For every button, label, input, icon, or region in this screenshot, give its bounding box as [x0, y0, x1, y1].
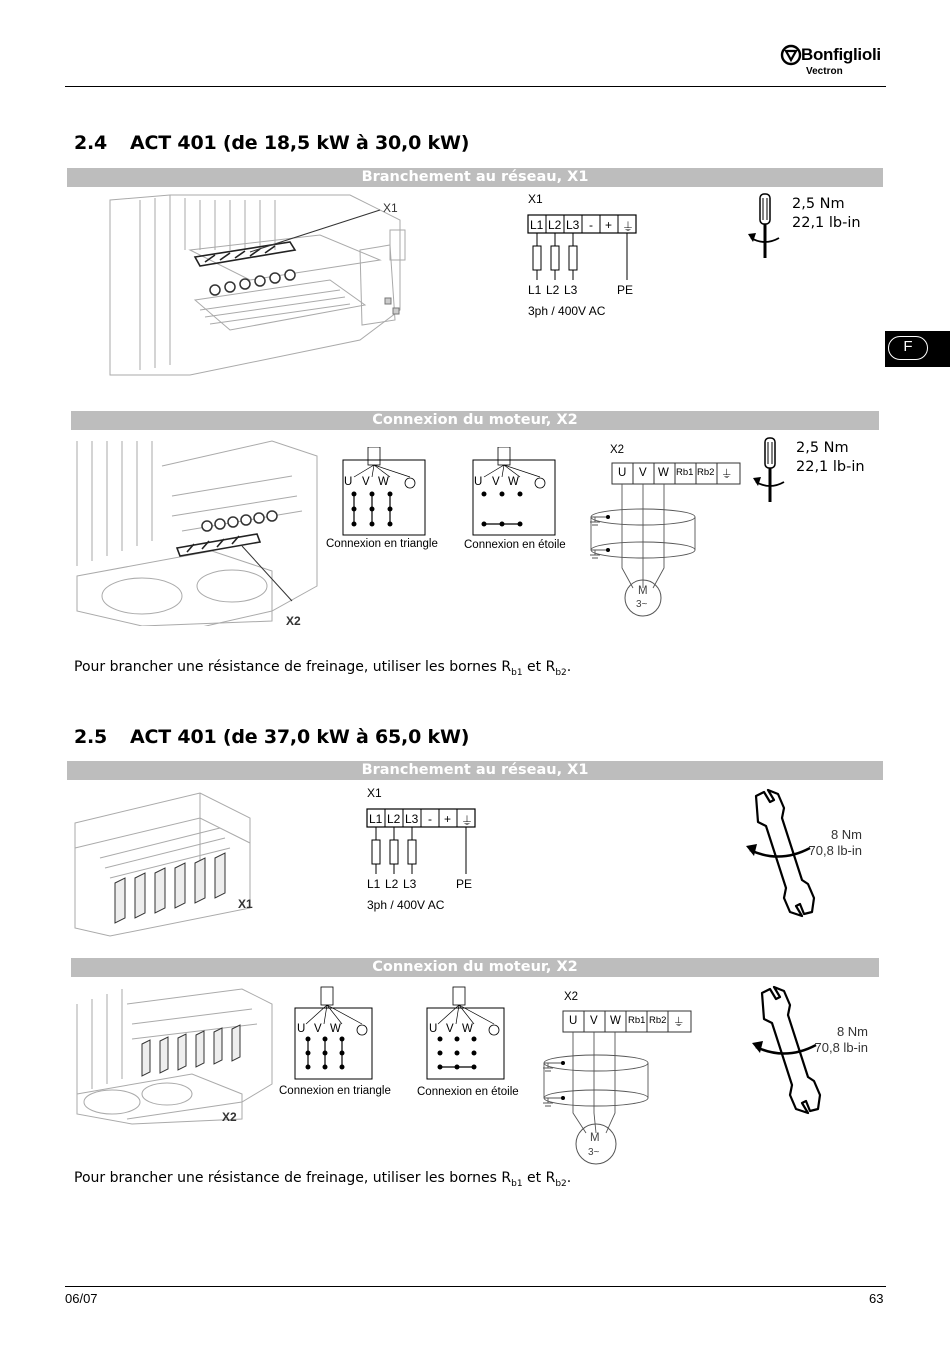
phase-label-l3: L3: [403, 877, 417, 891]
motor-terminal-u: U: [618, 467, 627, 479]
motor-phases: 3~: [636, 599, 648, 610]
mains-torque-lb: 22,1 lb-in: [792, 215, 861, 231]
delta-terminal-v: V: [314, 1023, 322, 1035]
motor-terminal-diagram: [585, 460, 745, 620]
section-title: ACT 401 (de 18,5 kW à 30,0 kW): [130, 132, 470, 154]
star-terminal-w: W: [508, 476, 519, 488]
motor-terminal-v: V: [590, 1015, 598, 1027]
mains-torque-nm: 2,5 Nm: [792, 196, 845, 212]
motor-torque-lb: 70,8 lb-in: [814, 1040, 868, 1055]
motor-terminal-title: X2: [564, 991, 579, 1003]
terminal-plus: +: [605, 218, 613, 232]
phase-label-l1: L1: [367, 877, 381, 891]
brand-logo: [780, 44, 802, 70]
terminal-l2: L2: [548, 218, 562, 232]
screwdriver-icon: [745, 192, 785, 264]
terminal-l2: L2: [387, 812, 401, 826]
pe-label: PE: [456, 877, 473, 891]
mains-torque-nm: 8 Nm: [830, 827, 862, 842]
star-terminal-v: V: [492, 476, 500, 488]
bonfiglioli-logo-icon: [780, 44, 802, 66]
mains-voltage: 3ph / 400V AC: [528, 304, 606, 318]
delta-caption: Connexion en triangle: [326, 538, 438, 550]
terminal-l1: L1: [369, 812, 383, 826]
page-number: 63: [869, 1291, 884, 1306]
terminal-l1: L1: [530, 218, 544, 232]
terminal-minus: -: [589, 218, 593, 232]
terminal-minus: -: [428, 812, 432, 826]
device-illustration-motor: [72, 984, 277, 1129]
terminal-plus: +: [444, 812, 452, 826]
header-rule: [65, 86, 886, 87]
mains-torque-lb: 70,8 lb-in: [808, 843, 862, 858]
terminal-l3: L3: [566, 218, 580, 232]
mains-connection-bar: Branchement au réseau, X1: [67, 168, 883, 187]
motor-terminal-rb1: Rb1: [628, 1015, 646, 1026]
motor-connection-bar: Connexion du moteur, X2: [71, 411, 879, 430]
star-terminal-v: V: [446, 1023, 454, 1035]
terminal-ground-icon: ⏚: [461, 814, 474, 828]
motor-torque-lb: 22,1 lb-in: [796, 459, 865, 475]
language-tab-label: F: [888, 336, 928, 360]
brand-subname: Vectron: [806, 66, 843, 77]
star-caption: Connexion en étoile: [464, 539, 566, 551]
motor-x2-callout: X2: [286, 614, 301, 628]
star-terminal-u: U: [429, 1023, 438, 1035]
motor-terminal-rb1: Rb1: [676, 467, 694, 478]
braking-resistor-note: Pour brancher une résistance de freinage, utiliser les bornes $R_{b1}$ et $R_{b2}$.: [74, 1170, 572, 1189]
motor-terminal-u: U: [569, 1015, 578, 1027]
motor-torque-nm: 2,5 Nm: [796, 440, 849, 456]
mains-terminal-title: X1: [528, 192, 543, 206]
delta-connection-diagram: [342, 447, 427, 537]
footer-rule: [65, 1286, 886, 1287]
star-caption: Connexion en étoile: [417, 1086, 519, 1098]
star-terminal-u: U: [474, 476, 483, 488]
star-terminal-w: W: [462, 1023, 473, 1035]
motor-terminal-v: V: [639, 467, 647, 479]
motor-terminal-title: X2: [610, 444, 625, 456]
motor-terminal-diagram: [538, 1008, 698, 1168]
delta-terminal-w: W: [330, 1023, 341, 1035]
phase-label-l3: L3: [564, 283, 578, 297]
section-number: 2.4: [74, 132, 108, 154]
section-number: 2.5: [74, 726, 108, 748]
motor-torque-nm: 8 Nm: [836, 1024, 868, 1039]
mains-x1-callout: X1: [383, 201, 398, 215]
star-connection-diagram: [472, 447, 557, 537]
motor-terminal-ground-icon: ⏚: [673, 1017, 685, 1029]
footer-date: 06/07: [65, 1291, 98, 1306]
motor-terminal-w: W: [610, 1015, 621, 1027]
delta-terminal-w: W: [378, 476, 389, 488]
device-illustration-mains: [100, 190, 430, 380]
motor-terminal-w: W: [658, 467, 669, 479]
mains-x1-callout: X1: [238, 897, 253, 911]
delta-terminal-v: V: [362, 476, 370, 488]
mains-connection-bar: Branchement au réseau, X1: [67, 761, 883, 780]
screwdriver-icon: [750, 436, 790, 508]
delta-terminal-u: U: [344, 476, 353, 488]
delta-caption: Connexion en triangle: [279, 1085, 391, 1097]
terminal-ground-icon: ⏚: [622, 220, 635, 234]
motor-terminal-rb2: Rb2: [649, 1015, 667, 1026]
device-illustration-motor: [72, 436, 332, 626]
terminal-l3: L3: [405, 812, 419, 826]
braking-resistor-note: Pour brancher une résistance de freinage, utiliser les bornes $R_{b1}$ et $R_{b2}$.: [74, 659, 572, 678]
device-illustration-mains: [70, 788, 270, 938]
motor-terminal-ground-icon: ⏚: [721, 469, 733, 481]
mains-voltage: 3ph / 400V AC: [367, 898, 445, 912]
pe-label: PE: [617, 283, 634, 297]
motor-x2-callout: X2: [222, 1110, 237, 1124]
phase-label-l2: L2: [385, 877, 399, 891]
phase-label-l2: L2: [546, 283, 560, 297]
motor-symbol: M: [590, 1132, 600, 1144]
mains-terminal-title: X1: [367, 786, 382, 800]
motor-symbol: M: [638, 585, 648, 597]
motor-connection-bar: Connexion du moteur, X2: [71, 958, 879, 977]
motor-phases: 3~: [588, 1147, 600, 1158]
section-title: ACT 401 (de 37,0 kW à 65,0 kW): [130, 726, 470, 748]
brand-name: Bonfiglioli: [801, 45, 881, 64]
phase-label-l1: L1: [528, 283, 542, 297]
delta-terminal-u: U: [297, 1023, 306, 1035]
motor-terminal-rb2: Rb2: [697, 467, 715, 478]
